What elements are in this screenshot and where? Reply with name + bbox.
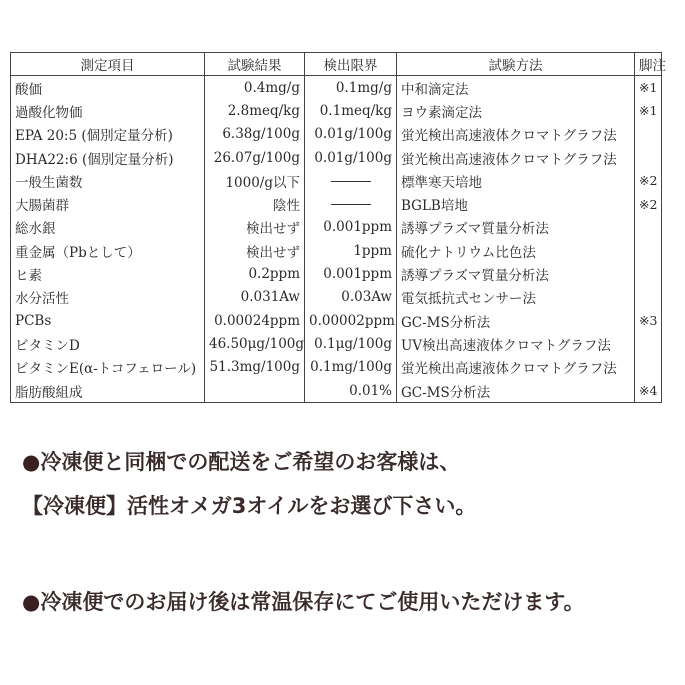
table-row [11,262,662,285]
cell-method: GC-MS分析法 [397,379,635,403]
cell-result: 0.4mg/g [205,76,305,100]
cell-item: ビタミンE(α-トコフェロール) [11,356,205,379]
table-body [11,76,662,403]
table-row [11,169,662,192]
cell-method: 蛍光検出高速液体クロマトグラフ法 [397,123,635,146]
cell-item: ビタミンD [11,332,205,355]
analysis-table-container [10,52,666,403]
header-note: 脚注 [635,53,662,76]
table-row [11,309,662,332]
cell-limit: 0.001ppm [305,216,397,239]
header-method: 試験方法 [397,53,635,76]
cell-limit: 1ppm [305,239,397,262]
cell-method: 中和滴定法 [397,76,635,100]
cell-result: 51.3mg/100g [205,356,305,379]
cell-limit: 0.01g/100g [305,123,397,146]
cell-method: GC-MS分析法 [397,309,635,332]
cell-item: 酸価 [11,76,205,100]
cell-result: 0.031Aw [205,286,305,309]
cell-item: DHA22:6 (個別定量分析) [11,146,205,169]
cell-item: 大腸菌群 [11,192,205,215]
cell-result: 検出せず [205,239,305,262]
cell-method: 硫化ナトリウム比色法 [397,239,635,262]
table-row [11,192,662,215]
table-row [11,356,662,379]
cell-item: EPA 20:5 (個別定量分析) [11,123,205,146]
cell-result: 26.07g/100g [205,146,305,169]
notice-line: 【冷凍便】活性オメガ3オイルをお選び下さい。 [22,494,477,518]
cell-result: 0.00024ppm [205,309,305,332]
table-row [11,123,662,146]
table-row [11,379,662,403]
cell-limit [305,169,397,192]
cell-note: ※1 [635,99,662,122]
cell-result: 6.38g/100g [205,123,305,146]
bullet-icon: ● [22,590,41,614]
table-row [11,286,662,309]
cell-note: ※2 [635,192,662,215]
cell-note [635,356,662,379]
table-row [11,332,662,355]
table-row [11,99,662,122]
cell-limit: 0.1mg/100g [305,356,397,379]
cell-method: 蛍光検出高速液体クロマトグラフ法 [397,146,635,169]
cell-result: 検出せず [205,216,305,239]
cell-item: 総水銀 [11,216,205,239]
not-applicable-dash [331,204,371,205]
cell-note [635,123,662,146]
not-applicable-dash [331,181,371,182]
cell-method: 誘導プラズマ質量分析法 [397,216,635,239]
cell-item: PCBs [11,309,205,332]
cell-note [635,286,662,309]
cell-note [635,262,662,285]
cell-limit: 0.1mg/g [305,76,397,100]
cell-note [635,146,662,169]
cell-item: 重金属（Pbとして） [11,239,205,262]
table-row [11,216,662,239]
notice-text: 冷凍便でのお届け後は常温保存にてご使用いただけます。 [40,590,585,614]
cell-note [635,216,662,239]
frozen-shipping-notice [22,440,672,528]
cell-result: 2.8meq/kg [205,99,305,122]
cell-method: 蛍光検出高速液体クロマトグラフ法 [397,356,635,379]
cell-result: 1000/g以下 [205,169,305,192]
cell-result [205,379,305,403]
table-row [11,76,662,100]
cell-item: 水分活性 [11,286,205,309]
cell-method: 誘導プラズマ質量分析法 [397,262,635,285]
cell-note [635,332,662,355]
cell-method: ヨウ素滴定法 [397,99,635,122]
analysis-table [10,52,666,403]
cell-limit: 0.1meq/kg [305,99,397,122]
cell-limit: 0.1μg/100g [305,332,397,355]
cell-note: ※3 [635,309,662,332]
storage-notice [22,580,672,624]
cell-limit: 0.01% [305,379,397,403]
cell-method: 電気抵抗式センサー法 [397,286,635,309]
cell-limit: 0.01g/100g [305,146,397,169]
cell-note: ※2 [635,169,662,192]
table-row [11,146,662,169]
notice-text: 冷凍便と同梱での配送をご希望のお客様は、 [40,450,461,474]
cell-item: 一般生菌数 [11,169,205,192]
notice-line [22,440,672,484]
cell-limit: 0.03Aw [305,286,397,309]
cell-note: ※1 [635,76,662,100]
table-header-row [11,53,662,76]
cell-result: 0.2ppm [205,262,305,285]
cell-item: 脂肪酸組成 [11,379,205,403]
header-result: 試験結果 [205,53,305,76]
cell-note: ※4 [635,379,662,403]
cell-method: UV検出高速液体クロマトグラフ法 [397,332,635,355]
cell-limit: 0.001ppm [305,262,397,285]
cell-item: 過酸化物価 [11,99,205,122]
cell-method: 標準寒天培地 [397,169,635,192]
bullet-icon: ● [22,450,41,474]
cell-limit: 0.00002ppm [305,309,397,332]
cell-item: ヒ素 [11,262,205,285]
header-item: 測定項目 [11,53,205,76]
header-limit: 検出限界 [305,53,397,76]
cell-note [635,239,662,262]
cell-method: BGLB培地 [397,192,635,215]
cell-result: 46.50μg/100g [205,332,305,355]
table-row [11,239,662,262]
cell-limit [305,192,397,215]
cell-result: 陰性 [205,192,305,215]
